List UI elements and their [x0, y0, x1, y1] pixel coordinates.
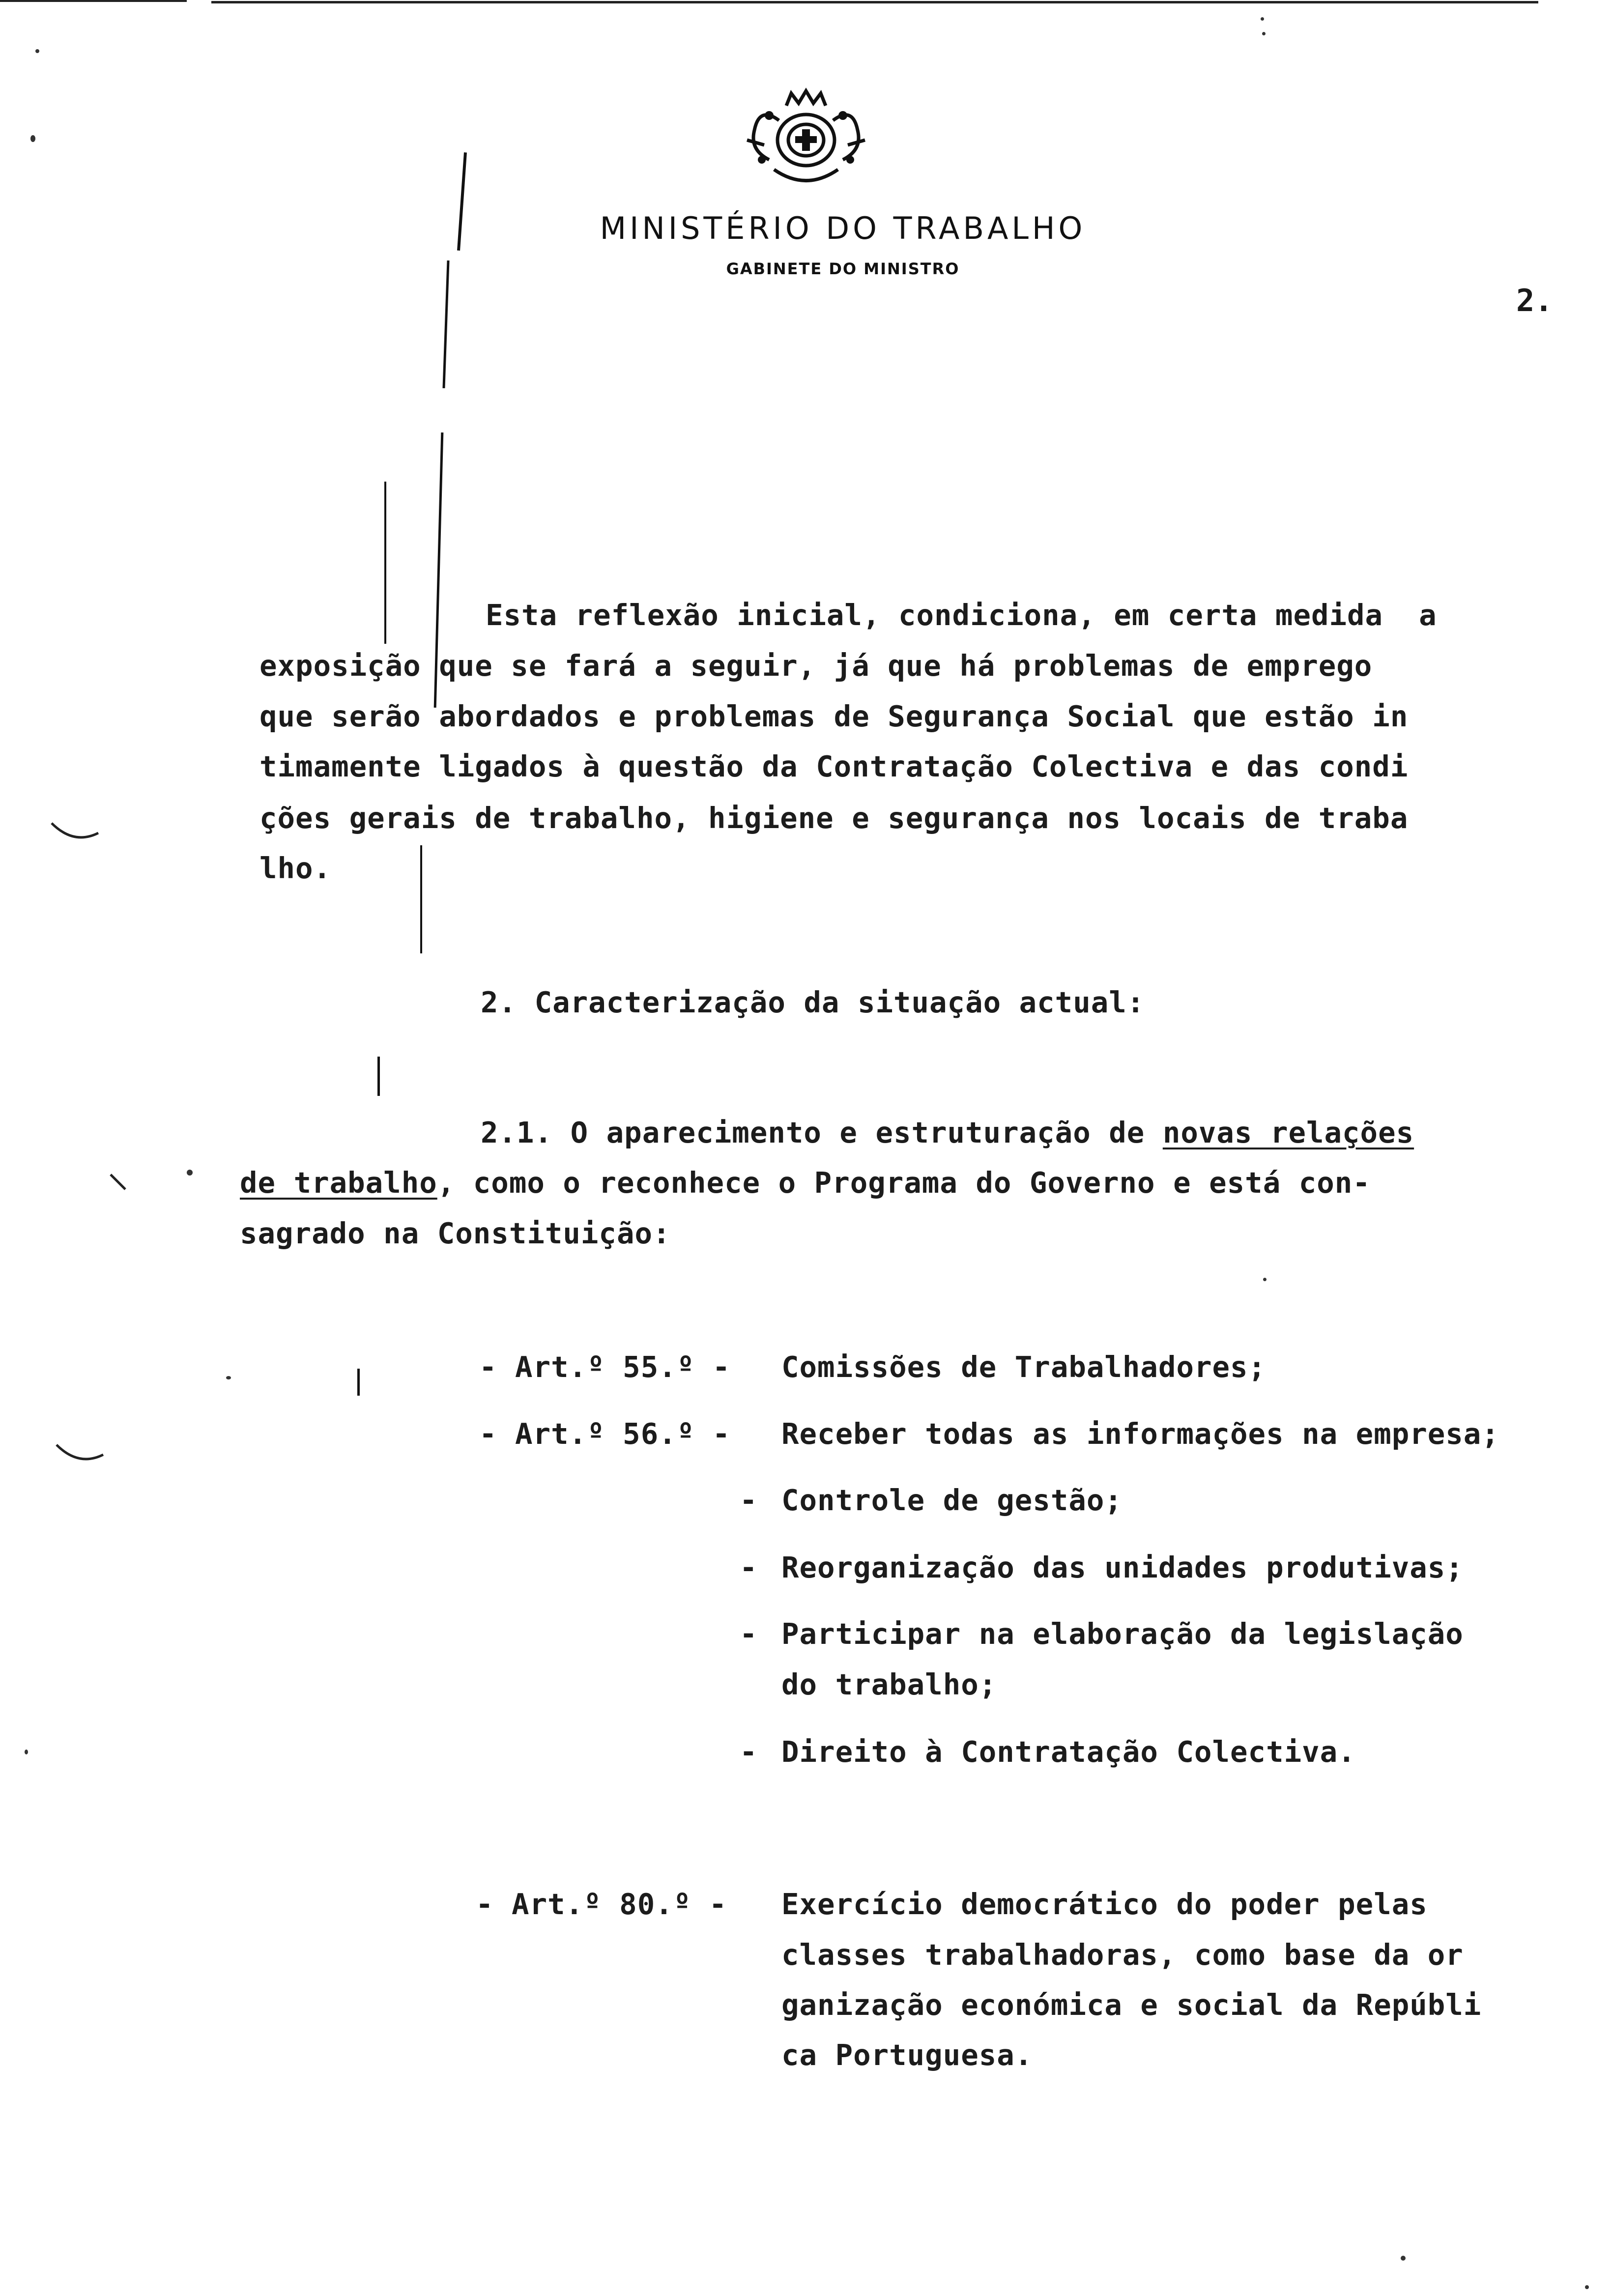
speck	[1263, 1278, 1267, 1281]
top-rule-main	[211, 1, 1538, 3]
art56-item-4: Participar na elaboração da legislação	[781, 1617, 1464, 1651]
intro-line-5: ções gerais de trabalho, higiene e segurança nos locais de traba	[259, 801, 1409, 835]
art56-dash-5: -	[740, 1735, 758, 1769]
art56-ref: - Art.º 56.º -	[479, 1417, 731, 1451]
speck	[30, 135, 35, 142]
intro-line-6: lho.	[259, 851, 332, 885]
speck	[35, 49, 39, 53]
coat-of-arms-emblem	[740, 86, 872, 194]
margin-line-2	[442, 260, 449, 388]
speck	[1585, 2285, 1589, 2289]
art80-ref: - Art.º 80.º -	[476, 1887, 727, 1921]
art56-dash-2: -	[740, 1483, 758, 1517]
intro-line-3: que serão abordados e problemas de Segurança Social que estão in	[259, 699, 1409, 733]
art55-text: Comissões de Trabalhadores;	[781, 1350, 1267, 1384]
speck	[25, 1750, 28, 1754]
margin-line-5	[420, 845, 422, 953]
art56-item-1: Receber todas as informações na empresa;	[781, 1417, 1499, 1451]
speck	[1262, 32, 1266, 35]
speck	[1401, 2256, 1406, 2261]
section-2-1-line-1	[481, 1118, 1414, 1147]
top-rule-left	[0, 0, 187, 2]
speck	[187, 1170, 193, 1176]
art56-dash-3: -	[740, 1550, 758, 1584]
art56-item-5: Direito à Contratação Colectiva.	[781, 1735, 1356, 1769]
art56-item-4-cont: do trabalho;	[781, 1667, 997, 1701]
ministry-title: MINISTÉRIO DO TRABALHO	[600, 210, 1086, 246]
margin-arc-1	[49, 818, 103, 848]
underlined-de-trabalho: de trabalho	[240, 1166, 437, 1200]
art55-ref: - Art.º 55.º -	[479, 1350, 731, 1384]
intro-line-4: timamente ligados à questão da Contratação Colectiva e das condi	[259, 749, 1409, 783]
art80-line-1: Exercício democrático do poder pelas	[781, 1887, 1428, 1921]
intro-line-1: Esta reflexão inicial, condiciona, em certa medida a	[486, 598, 1437, 632]
section-2-1-line-2	[240, 1166, 1371, 1200]
section-2-1-prefix: 2.1. O aparecimento e estruturação de	[481, 1116, 1163, 1149]
art80-line-3: ganização económica e social da Repúbli	[781, 1988, 1482, 2022]
underlined-novas-relacoes: novas relações	[1162, 1116, 1414, 1149]
margin-line-4	[384, 482, 386, 644]
margin-arc-2	[54, 1440, 108, 1469]
margin-line-7	[357, 1369, 360, 1396]
section-2-1-line-2-rest: , como o reconhece o Programa do Governo e está con-	[437, 1166, 1371, 1200]
section-2-heading: 2. Caracterização da situação actual:	[481, 985, 1145, 1019]
office-subtitle: GABINETE DO MINISTRO	[726, 259, 960, 278]
speck	[226, 1376, 231, 1379]
section-2-1-line-3: sagrado na Constituição:	[240, 1216, 671, 1250]
art56-dash-4: -	[740, 1617, 758, 1651]
art80-line-2: classes trabalhadoras, como base da or	[781, 1938, 1464, 1972]
page-number: 2.	[1516, 283, 1553, 318]
intro-line-2: exposição que se fará a seguir, já que há problemas de emprego	[259, 649, 1373, 683]
margin-tick-mark	[106, 1167, 135, 1197]
margin-line-6	[377, 1057, 380, 1096]
speck	[1261, 17, 1264, 21]
art80-line-4: ca Portuguesa.	[781, 2038, 1033, 2072]
art56-item-3: Reorganização das unidades produtivas;	[781, 1550, 1464, 1584]
art56-item-2: Controle de gestão;	[781, 1483, 1123, 1517]
